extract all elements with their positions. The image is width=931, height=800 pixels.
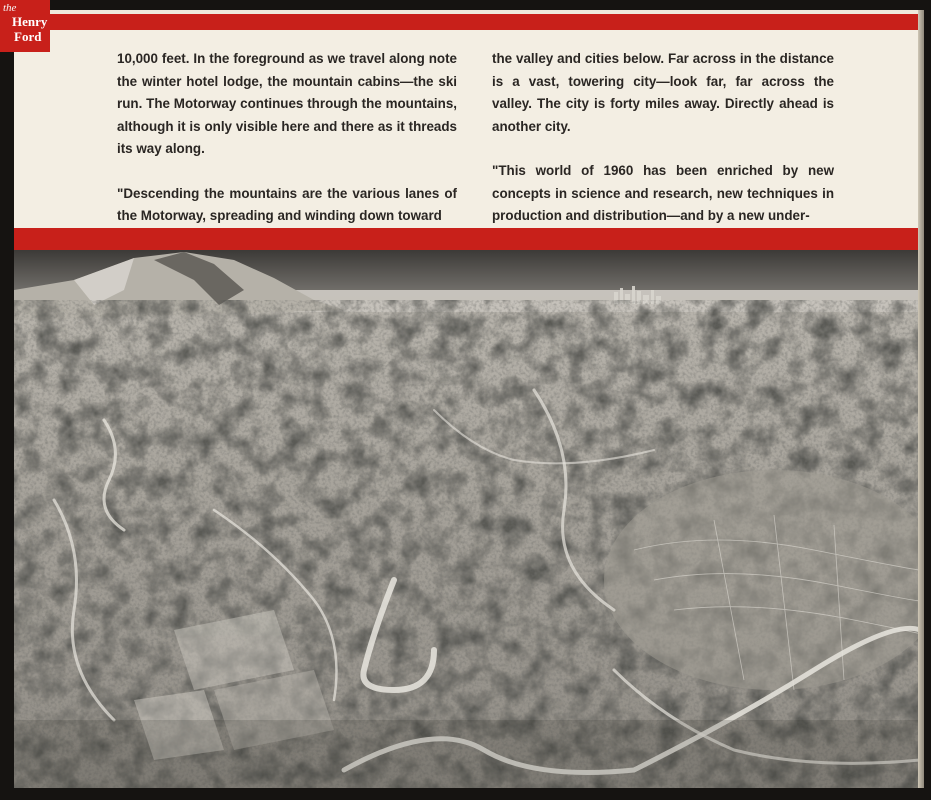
logo-ford: Ford: [14, 29, 42, 44]
logo-henry: Henry: [12, 14, 48, 29]
right-paragraph-1: the valley and cities below. Far across in the distance is a vast, towering city—look far, far across the valley. The city is forty miles away. Directly ahead is another city.: [492, 51, 834, 134]
right-paragraph-2: "This world of 1960 has been enriched by new concepts in science and research, new techniques in production and distribution—and by a new under-: [492, 163, 834, 223]
left-paragraph-2: "Descending the mountains are the various lanes of the Motorway, spreading and winding down toward: [117, 185, 457, 223]
top-red-band: [14, 14, 920, 30]
aerial-landscape-photo: [14, 250, 920, 788]
logo-the: the: [3, 2, 17, 14]
bottom-red-band: [14, 228, 920, 250]
brochure-page: [14, 10, 920, 788]
left-paragraph-1: 10,000 feet. In the foreground as we travel along note the winter hotel lodge, the mountain cabins—the ski run. The Motorway continues through the mountains, although it is only visible here and there as it threads its way along.: [117, 51, 457, 156]
henry-ford-logo: [0, 0, 50, 52]
text-panel: [14, 30, 920, 228]
right-text-column: [492, 48, 834, 228]
left-text-column: [117, 48, 457, 228]
page-spine: [918, 10, 924, 788]
